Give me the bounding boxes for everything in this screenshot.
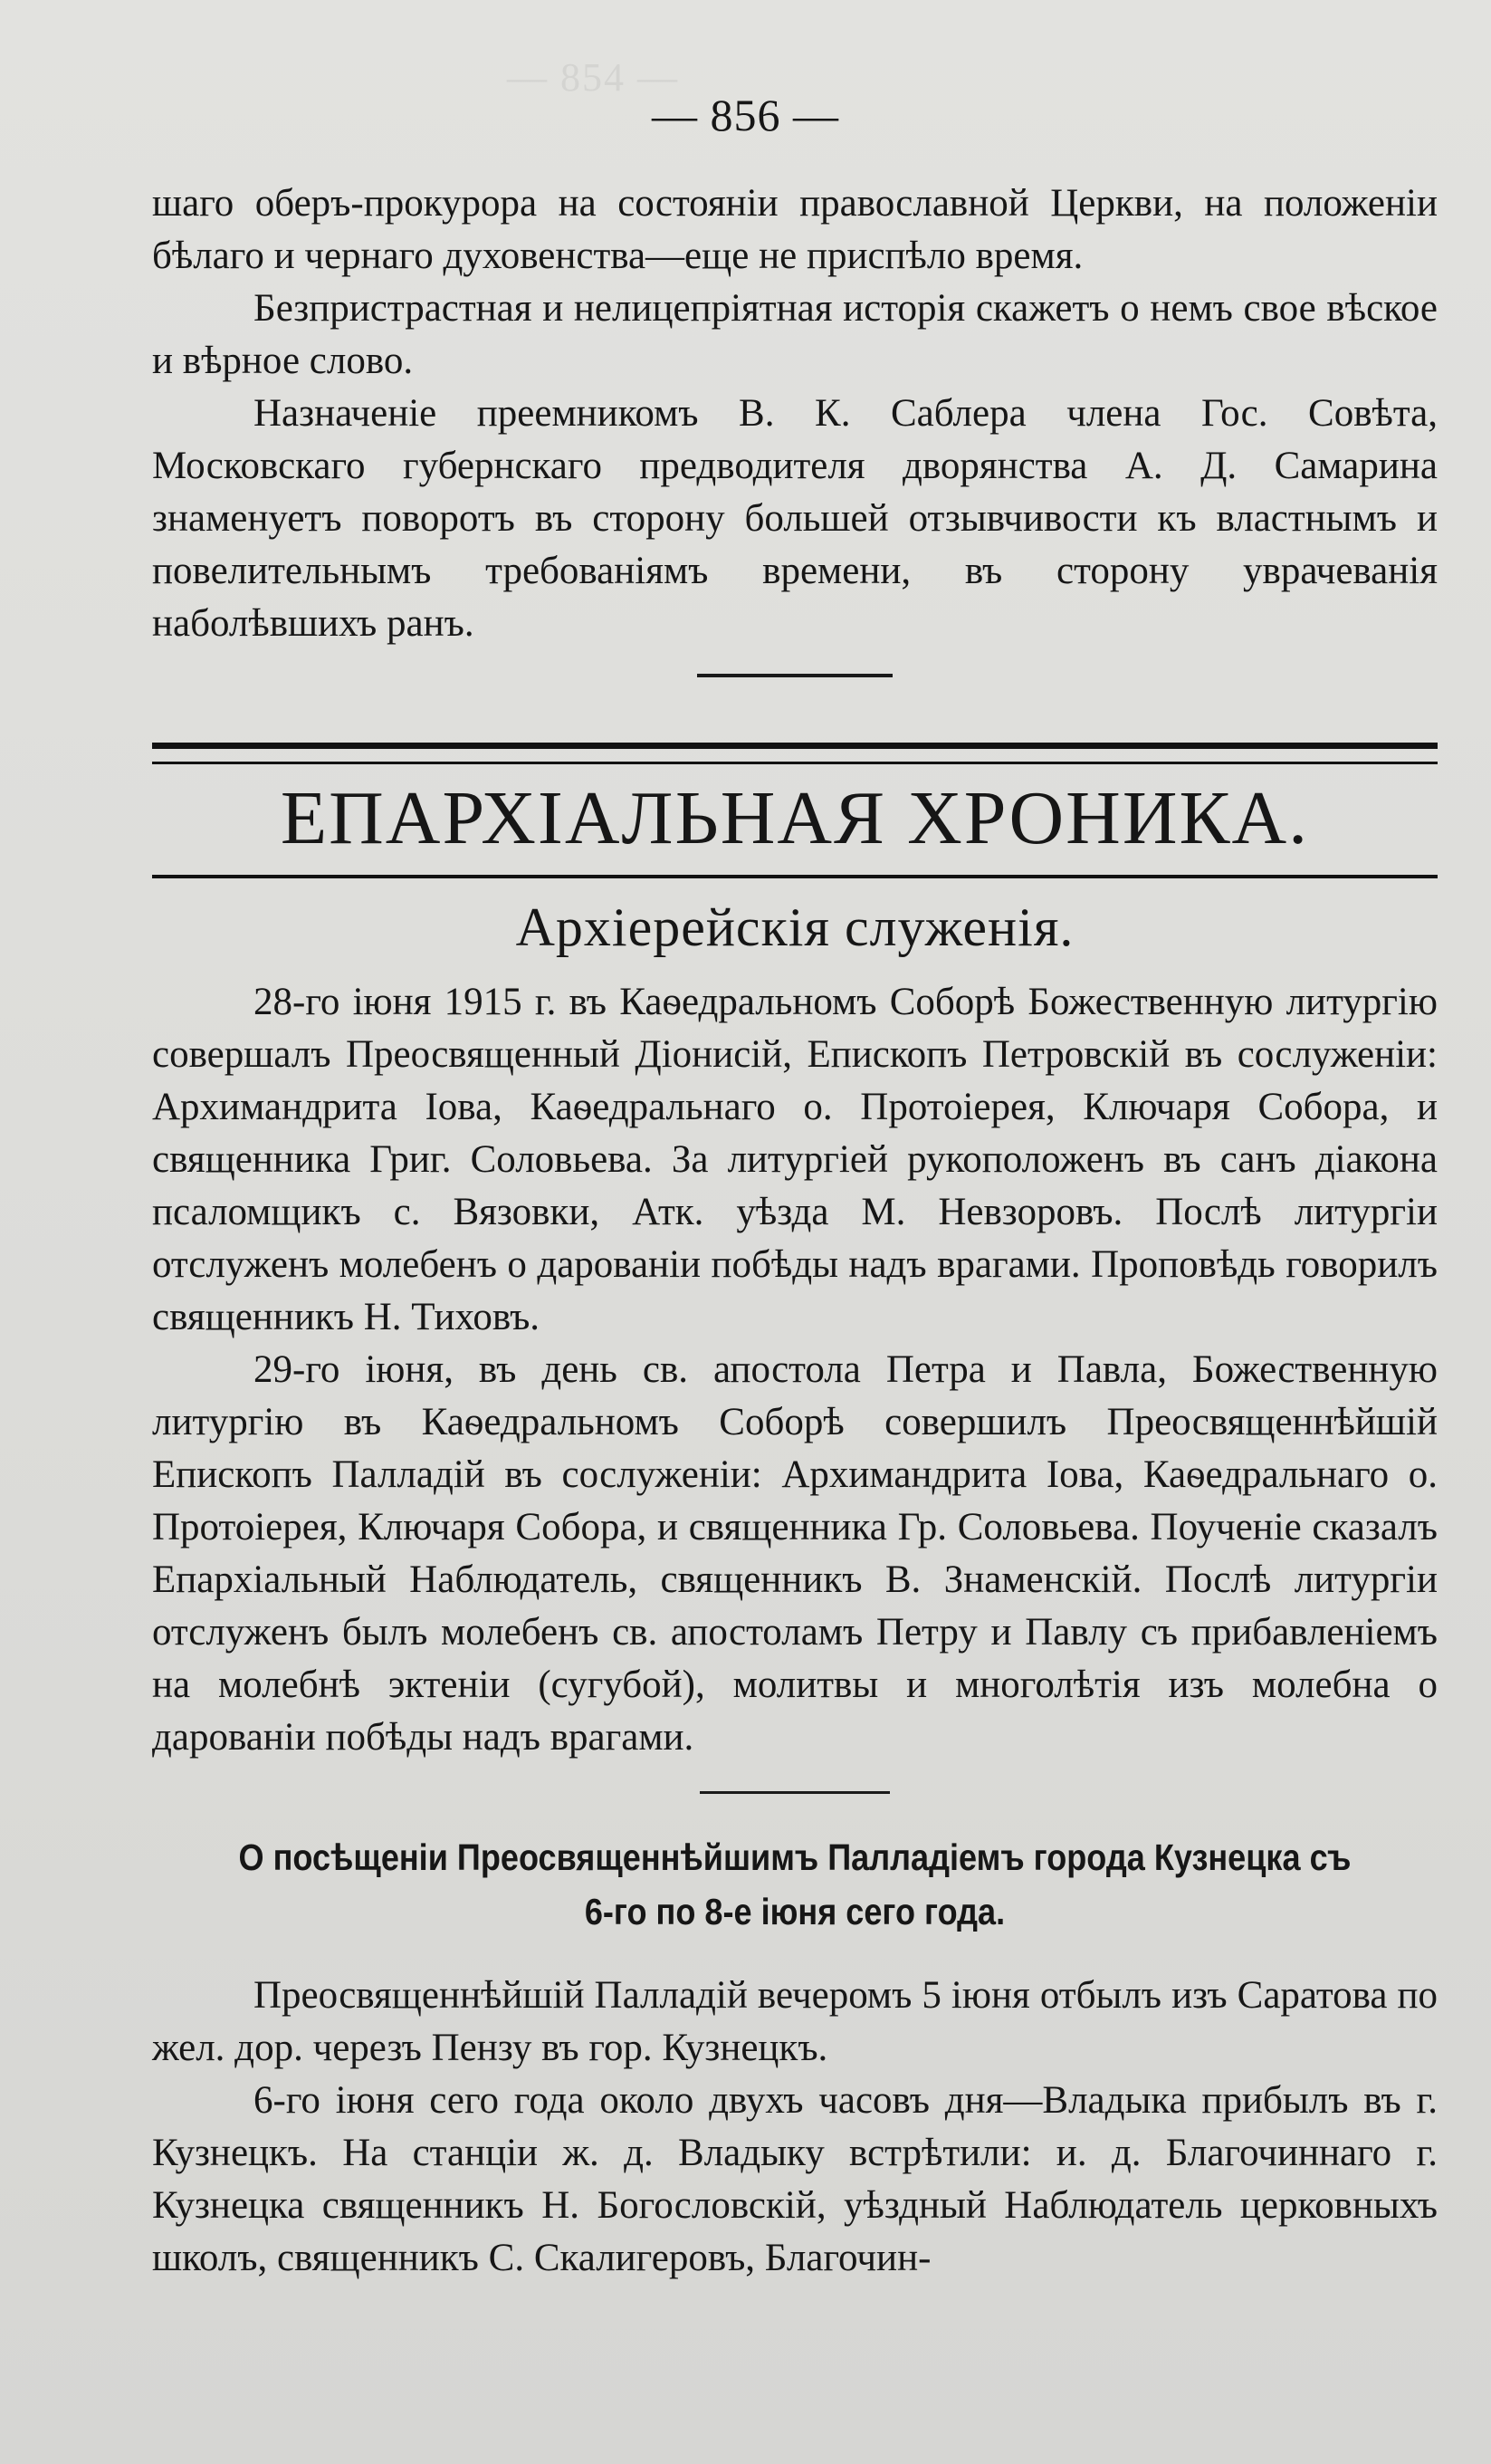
article-paragraph-1: Преосвященнѣйшій Палладій вечеромъ 5 іюня отбылъ изъ Саратова по жел. дор. черезъ Пензу въ гор. Кузнецкъ. [152,1974,1438,2069]
subsection-title: Архіерейскія служенія. [515,897,1075,957]
section-title: ЕПАРХІАЛЬНАЯ ХРОНИКА. [280,776,1310,860]
service-paragraph-1: 28-го іюня 1915 г. въ Каѳедральномъ Соборѣ Божественную литургію совершалъ Преосвященный Діонисій, Епископъ Петровскій въ сослуженіи: Архимандрита Іова, Каѳедральнаго о. Протоіерея, Ключаря Собора, и священника Григ. Соловьева. За литургіей рукоположенъ въ санъ діакона псаломщикъ с. Вязовки, Атк. уѣзда М. Невзоровъ. Послѣ литургіи отслуженъ молебенъ о дарованіи побѣды надъ врагами. Проповѣдь говорилъ священникъ Н. Тиховъ. [152,981,1438,1338]
section-bottom-rule [152,875,1438,878]
spacer [152,1939,1438,1970]
intro-paragraph-2: Безпристрастная и нелицепріятная исторія скажетъ о немъ свое вѣское и вѣрное слово. [152,287,1438,382]
page-number: — 856 — [652,90,839,140]
intro-paragraph-3: Назначеніе преемникомъ В. К. Саблера члена Гос. Совѣта, Московскаго губернскаго предводителя дворянства А. Д. Самарина знаменуетъ поворотъ въ сторону большей отзывчивости къ властнымъ и повелительнымъ требованіямъ времени, въ сторону уврачеванія наболѣвшихъ ранъ. [152,392,1438,645]
article-separator-rule [700,1791,890,1794]
separator-rule [697,674,893,677]
intro-paragraph-1: шаго оберъ-прокурора на состояніи православной Церкви, на положеніи бѣлаго и чернаго духовенства—еще не приспѣло время. [152,182,1438,277]
section-top-rule [152,743,1438,764]
service-paragraph-2: 29-го іюня, въ день св. апостола Петра и Павла, Божественную литургію въ Каѳедральномъ Соборѣ совершилъ Преосвященнѣйшій Епископъ Палладій въ сослуженіи: Архимандрита Іова, Каѳедральнаго о. Протоіерея, Ключаря Собора, и священника Гр. Соловьева. Поученіе сказалъ Епархіальный Наблюдатель, священникъ В. Знаменскій. Послѣ литургіи отслуженъ былъ молебенъ св. апостоламъ Петру и Павлу съ прибавленіемъ на молебнѣ эктеніи (сугубой), молитвы и многолѣтія изъ молебна о дарованіи побѣды надъ врагами. [152,1348,1438,1759]
article-heading: О посѣщеніи Преосвященнѣйшимъ Палладіемъ города Кузнецка съ 6-го по 8-е іюня сего года. [238,1836,1352,1932]
page-body [152,177,1438,2285]
bleed-through-text: — 854 — [507,55,679,100]
article-paragraph-2: 6-го іюня сего года около двухъ часовъ дня—Владыка прибылъ въ г. Кузнецкъ. На станціи ж. д. Владыку встрѣтили: и. д. Благочиннаго г. Кузнецка священникъ Н. Богословскій, уѣздный Наблюдатель церковныхъ школъ, священникъ С. Скалигеровъ, Благочин- [152,2079,1438,2279]
